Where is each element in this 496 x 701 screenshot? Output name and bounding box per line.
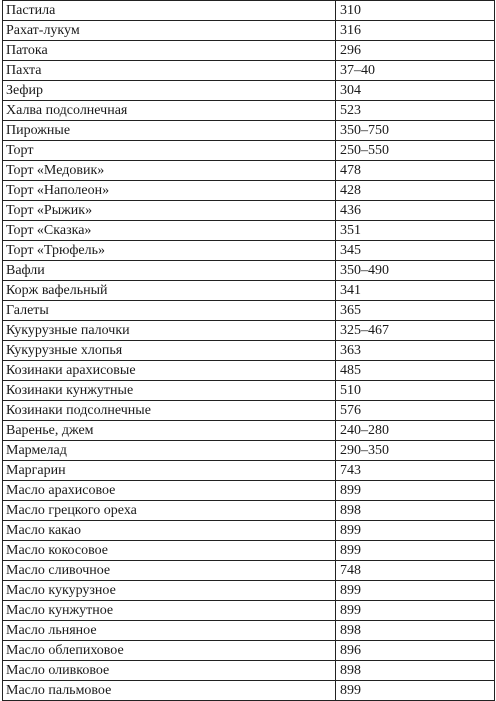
table-row [3,541,495,561]
product-name-cell: Масло облепиховое [3,641,336,661]
product-name-cell: Варенье, джем [3,421,336,441]
product-name-cell: Мармелад [3,441,336,461]
table-row [3,181,495,201]
table-body [3,1,495,701]
table-row [3,621,495,641]
table-row [3,161,495,181]
calorie-value-cell: 428 [336,181,495,201]
calorie-value-cell: 345 [336,241,495,261]
calorie-value-cell: 485 [336,361,495,381]
table-row [3,121,495,141]
product-name-cell: Вафли [3,261,336,281]
product-name-cell: Масло грецкого ореха [3,501,336,521]
product-name-cell: Торт «Рыжик» [3,201,336,221]
product-name-cell: Масло арахисовое [3,481,336,501]
calorie-value-cell: 899 [336,481,495,501]
table-row [3,101,495,121]
calorie-value-cell: 350–490 [336,261,495,281]
table-row [3,381,495,401]
product-name-cell: Зефир [3,81,336,101]
table-row [3,221,495,241]
table-row [3,561,495,581]
calorie-value-cell: 896 [336,641,495,661]
table-row [3,401,495,421]
product-name-cell: Масло оливковое [3,661,336,681]
product-name-cell: Масло сливочное [3,561,336,581]
product-name-cell: Торт «Сказка» [3,221,336,241]
table-row [3,61,495,81]
calorie-value-cell: 436 [336,201,495,221]
calorie-value-cell: 316 [336,21,495,41]
calorie-value-cell: 310 [336,1,495,21]
product-name-cell: Маргарин [3,461,336,481]
table-row [3,261,495,281]
calorie-value-cell: 899 [336,541,495,561]
table-row [3,41,495,61]
table-row [3,21,495,41]
table-row [3,281,495,301]
table-row [3,521,495,541]
table-row [3,681,495,701]
calorie-value-cell: 325–467 [336,321,495,341]
product-name-cell: Пирожные [3,121,336,141]
product-name-cell: Рахат-лукум [3,21,336,41]
calorie-value-cell: 240–280 [336,421,495,441]
calorie-value-cell: 743 [336,461,495,481]
calorie-value-cell: 37–40 [336,61,495,81]
calorie-value-cell: 899 [336,681,495,701]
calorie-value-cell: 478 [336,161,495,181]
product-name-cell: Корж вафельный [3,281,336,301]
table-row [3,461,495,481]
table-row [3,581,495,601]
calorie-value-cell: 250–550 [336,141,495,161]
product-name-cell: Кукурузные палочки [3,321,336,341]
calorie-value-cell: 899 [336,601,495,621]
table-row [3,201,495,221]
calorie-value-cell: 748 [336,561,495,581]
table-row [3,481,495,501]
table-row [3,641,495,661]
calorie-value-cell: 898 [336,661,495,681]
calorie-value-cell: 898 [336,501,495,521]
table-row [3,601,495,621]
calorie-value-cell: 510 [336,381,495,401]
product-name-cell: Масло кукурузное [3,581,336,601]
table-row [3,361,495,381]
calorie-value-cell: 350–750 [336,121,495,141]
calorie-table [2,0,495,701]
calorie-value-cell: 351 [336,221,495,241]
product-name-cell: Козинаки подсолнечные [3,401,336,421]
product-name-cell: Масло какао [3,521,336,541]
calorie-value-cell: 304 [336,81,495,101]
calorie-value-cell: 296 [336,41,495,61]
product-name-cell: Козинаки кунжутные [3,381,336,401]
product-name-cell: Масло кунжутное [3,601,336,621]
calorie-value-cell: 363 [336,341,495,361]
table-row [3,241,495,261]
calorie-value-cell: 576 [336,401,495,421]
product-name-cell: Торт «Наполеон» [3,181,336,201]
product-name-cell: Торт «Трюфель» [3,241,336,261]
calorie-value-cell: 899 [336,521,495,541]
product-name-cell: Халва подсолнечная [3,101,336,121]
table-row [3,441,495,461]
table-row [3,421,495,441]
product-name-cell: Пастила [3,1,336,21]
table-row [3,301,495,321]
table-row [3,341,495,361]
calorie-value-cell: 341 [336,281,495,301]
calorie-value-cell: 898 [336,621,495,641]
product-name-cell: Козинаки арахисовые [3,361,336,381]
product-name-cell: Масло пальмовое [3,681,336,701]
product-name-cell: Галеты [3,301,336,321]
product-name-cell: Пахта [3,61,336,81]
product-name-cell: Патока [3,41,336,61]
table-row [3,81,495,101]
product-name-cell: Масло льняное [3,621,336,641]
calorie-value-cell: 899 [336,581,495,601]
table-row [3,501,495,521]
product-name-cell: Кукурузные хлопья [3,341,336,361]
table-row [3,141,495,161]
calorie-value-cell: 290–350 [336,441,495,461]
calorie-value-cell: 365 [336,301,495,321]
table-row [3,321,495,341]
calorie-value-cell: 523 [336,101,495,121]
product-name-cell: Масло кокосовое [3,541,336,561]
table-row [3,661,495,681]
product-name-cell: Торт «Медовик» [3,161,336,181]
table-row [3,1,495,21]
product-name-cell: Торт [3,141,336,161]
